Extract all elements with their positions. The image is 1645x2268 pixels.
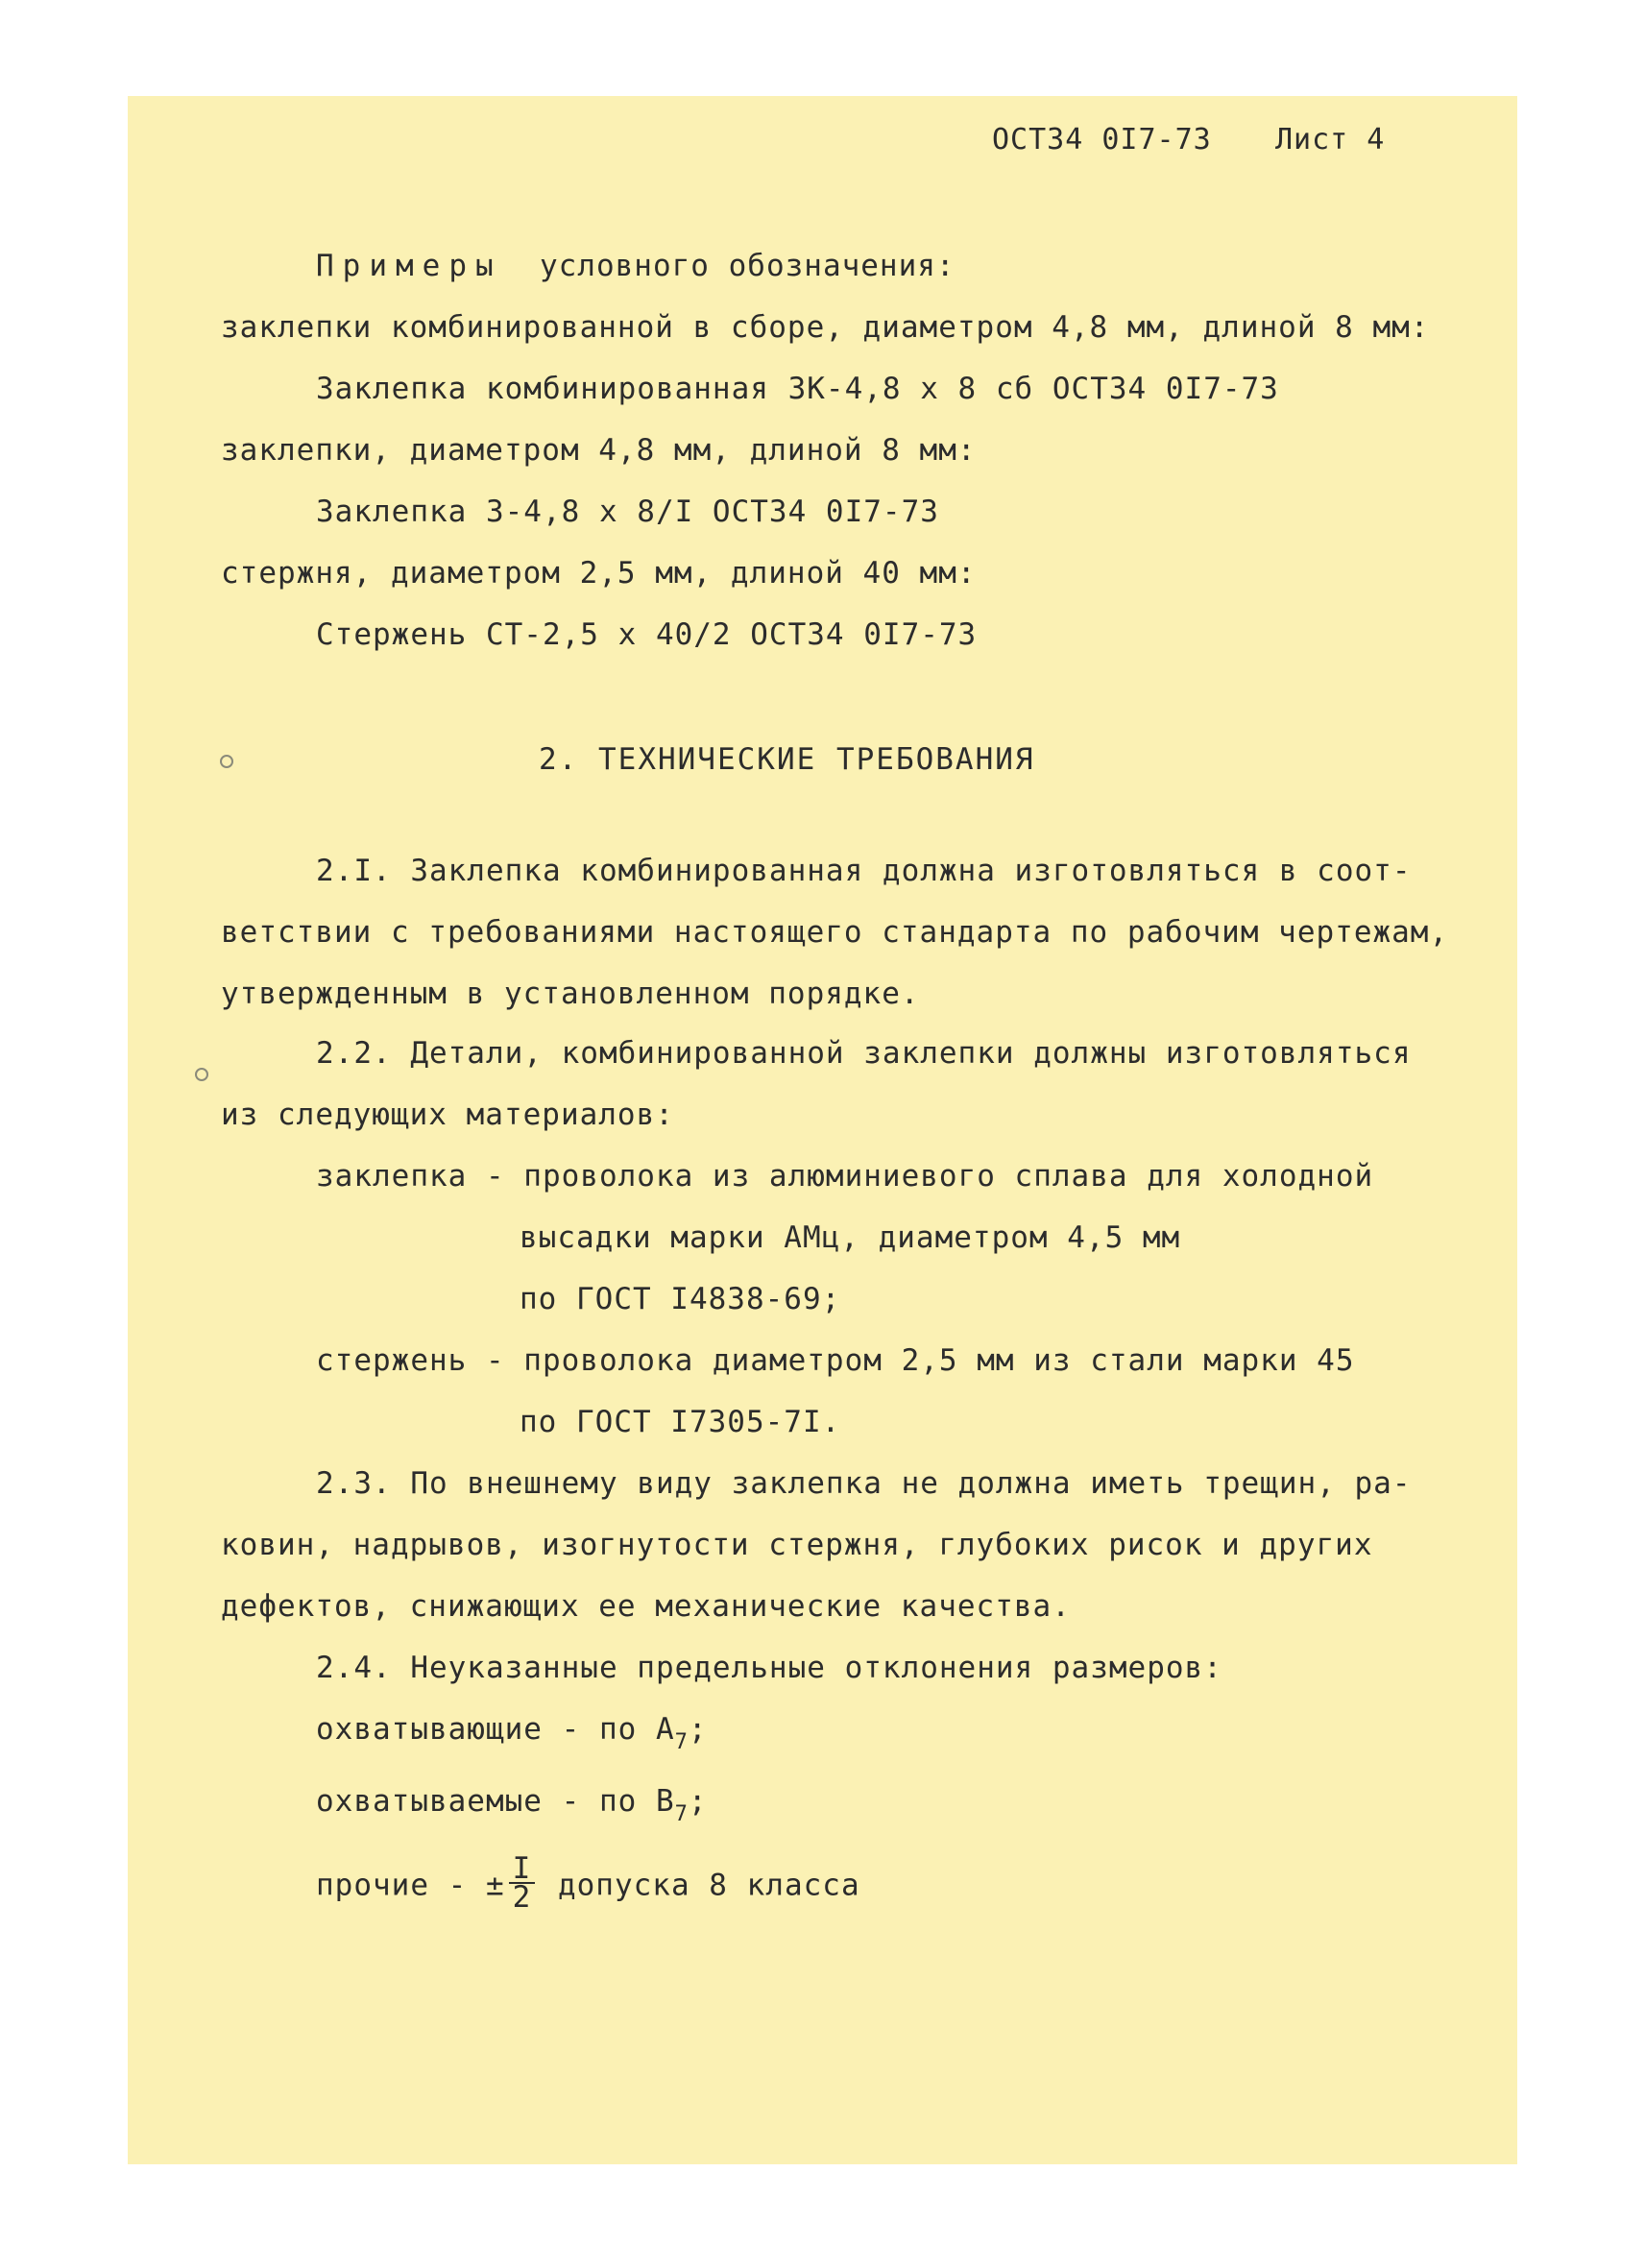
example-line-1: заклепки комбинированной в сборе, диаметром 4,8 мм, длиной 8 мм: — [221, 310, 1430, 345]
tolerance-enclosed-subscript: 7 — [674, 1802, 689, 1826]
example-line-5: стержня, диаметром 2,5 мм, длиной 40 мм: — [221, 556, 977, 591]
tolerance-other-text: прочие - ± — [316, 1868, 505, 1903]
header-standard-number: ОСТ34 0I7-73 — [992, 123, 1212, 157]
section-title: 2. ТЕХНИЧЕСКИЕ ТРЕБОВАНИЯ — [539, 742, 1035, 777]
document-page — [128, 96, 1517, 2164]
example-line-3: заклепки, диаметром 4,8 мм, длиной 8 мм: — [221, 433, 977, 468]
examples-heading — [316, 247, 956, 285]
tolerance-enclosed-end: ; — [688, 1784, 708, 1819]
tolerance-enclosing-subscript: 7 — [674, 1730, 689, 1754]
tolerance-enclosed-text: охватываемые - по В — [316, 1784, 675, 1819]
example-line-6: Стержень СТ-2,5 х 40/2 ОСТ34 0I7-73 — [316, 617, 978, 652]
header-sheet-number: Лист 4 — [1275, 123, 1386, 157]
fraction-numerator: I — [509, 1855, 536, 1884]
para-2-3-line-2: ковин, надрывов, изогнутости стержня, глубоких рисок и других — [221, 1528, 1373, 1562]
tolerance-enclosing-end: ; — [688, 1712, 708, 1747]
para-2-1-line-1: 2.I. Заклепка комбинированная должна изготовляться в соот- — [316, 854, 1412, 888]
tolerance-other-end: допуска 8 класса — [557, 1868, 860, 1903]
example-line-2: Заклепка комбинированная ЗК-4,8 х 8 сб ОСТ34 0I7-73 — [316, 372, 1279, 406]
material-rivet-line-1: заклепка - проволока из алюминиевого сплава для холодной — [316, 1159, 1374, 1194]
tolerance-enclosing — [316, 1710, 708, 1752]
material-rod-line-2: по ГОСТ I7305-7I. — [520, 1405, 841, 1439]
para-2-2-line-2: из следующих материалов: — [221, 1098, 674, 1132]
example-line-4: Заклепка З-4,8 х 8/I ОСТ34 0I7-73 — [316, 495, 939, 529]
examples-heading-rest: условного обозначения: — [539, 249, 956, 283]
para-2-4-line-1: 2.4. Неуказанные предельные отклонения размеров: — [316, 1651, 1222, 1685]
para-2-1-line-3: утвержденным в установленном порядке. — [221, 977, 920, 1011]
para-2-2-line-1: 2.2. Детали, комбинированной заклепки должны изготовляться — [316, 1036, 1412, 1071]
para-2-3-line-1: 2.3. По внешнему виду заклепка не должна иметь трещин, ра- — [316, 1466, 1412, 1501]
para-2-1-line-2: ветствии с требованиями настоящего стандарта по рабочим чертежам, — [221, 915, 1449, 950]
material-rivet-line-3: по ГОСТ I4838-69; — [520, 1282, 841, 1316]
tolerance-enclosed — [316, 1782, 708, 1824]
tolerance-enclosing-text: охватывающие - по А — [316, 1712, 675, 1747]
para-2-3-line-3: дефектов, снижающих ее механические качества. — [221, 1589, 1071, 1624]
material-rod-line-1: стержень - проволока диаметром 2,5 мм из стали марки 45 — [316, 1343, 1355, 1378]
fraction-denominator: 2 — [512, 1880, 532, 1915]
examples-heading-spaced: Примеры — [316, 249, 502, 283]
half-fraction — [509, 1851, 536, 1915]
punch-hole-mark — [195, 1068, 208, 1081]
punch-hole-mark — [220, 755, 233, 768]
material-rivet-line-2: высадки марки АМц, диаметром 4,5 мм — [520, 1220, 1181, 1255]
tolerance-other — [316, 1851, 860, 1915]
